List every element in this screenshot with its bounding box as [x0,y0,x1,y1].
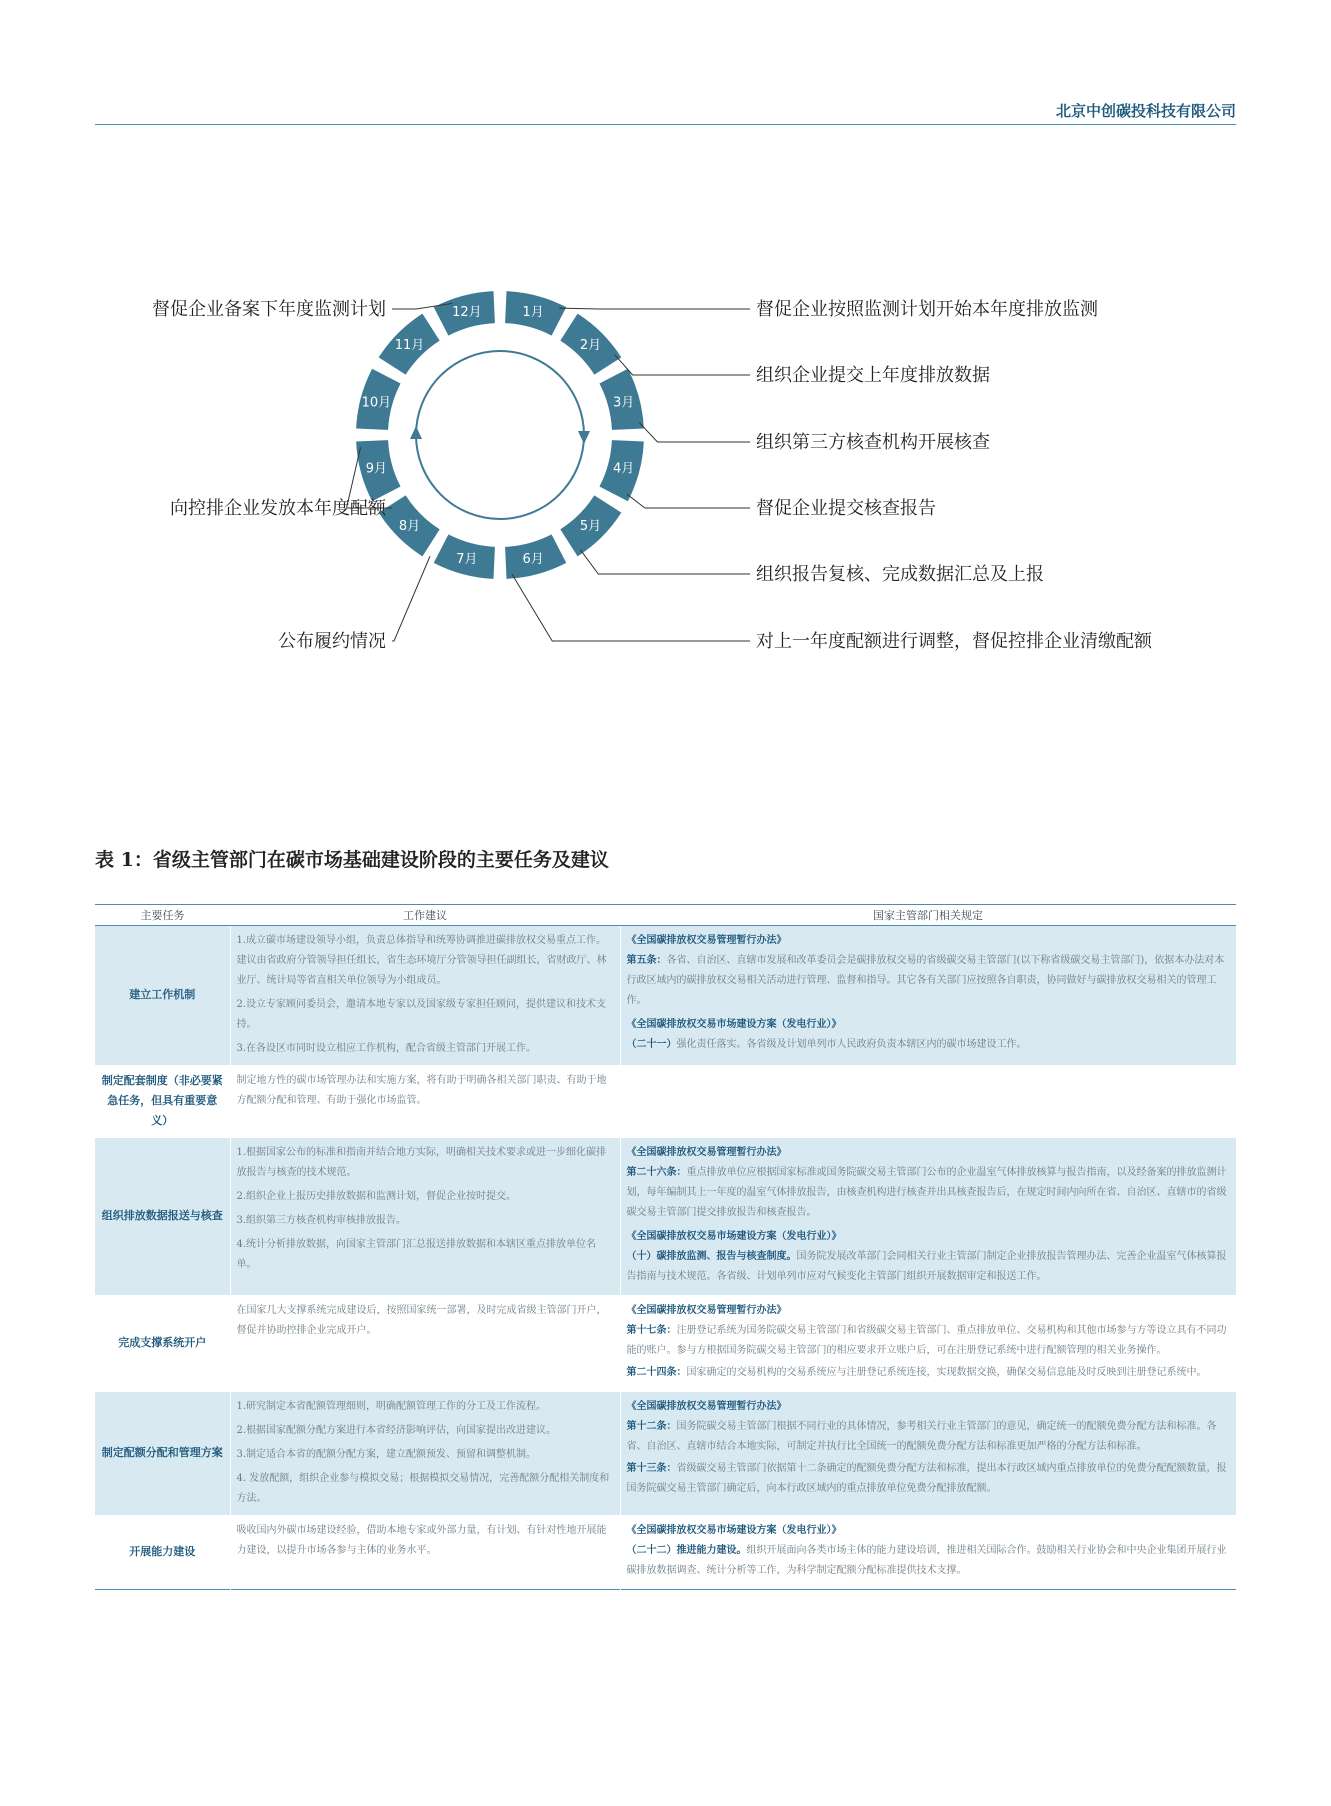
suggestion-item: 吸收国内外碳市场建设经验，借助本地专家或外部力量，有计划、有针对性地开展能力建设，以提升市场各参与主体的业务水平。 [236,1525,607,1556]
regulation-block [627,1521,1231,1581]
article-text: 注册登记系统为国务院碳交易主管部门和省级碳交易主管部门、重点排放单位、交易机构和其他市场参与方等设立具有不同功能的账户。参与方根据国务院碳交易主管部门的相应要求开立账户后，可在注册登记系统中进行配额管理的相关业务操作。 [626,1325,1227,1356]
task-cell: 组织排放数据报送与核查 [95,1138,230,1296]
article-text: 省级碳交易主管部门依据第十二条确定的配额免费分配方法和标准，提出本行政区域内重点排放单位的免费分配配额数量，报国务院碳交易主管部门确定后，向本行政区域内的重点排放单位免费分配排放配额。 [626,1463,1227,1494]
regulation-block [627,1397,1231,1499]
regulation-article [627,1417,1231,1457]
suggestion-item: 1.根据国家公布的标准和指南并结合地方实际，明确相关技术要求或进一步细化碳排放报告与核查的技术规范。 [236,1147,607,1178]
article-label: 第五条： [626,955,667,966]
month-label: 6月 [522,552,544,568]
leader-line [392,556,430,641]
header-regulation: 国家主管部门相关规定 [620,905,1236,926]
cycle-step-label: 向控排企业发放本年度配额 [170,498,386,519]
month-label: 3月 [612,395,635,411]
regulation-cell [620,1066,1236,1138]
article-text: 国家确定的交易机构的交易系统应与注册登记系统连接，实现数据交换，确保交易信息能及时反映到注册登记系统中。 [686,1367,1207,1378]
header-rule [95,124,1236,125]
arrowhead-down [578,431,590,444]
table-row [95,1392,1236,1516]
table-row [95,1516,1236,1590]
regulation-article [627,1035,1231,1055]
cycle-step-label: 督促企业提交核查报告 [756,498,936,519]
article-label: （十）碳排放监测、报告与核查制度。 [626,1251,797,1262]
suggestion-item: 在国家几大支撑系统完成建设后，按照国家统一部署，及时完成省级主管部门开户，督促并协助控排企业完成开户。 [236,1305,607,1336]
cycle-step-label: 公布履约情况 [278,631,386,652]
article-label: 第十二条： [626,1421,677,1432]
suggestion-item: 3.组织第三方核查机构审核排放报告。 [236,1215,407,1226]
header-suggestion: 工作建议 [230,905,620,926]
article-label: 第十三条： [626,1463,677,1474]
table-title: 表 1：省级主管部门在碳市场基础建设阶段的主要任务及建议 [95,849,609,871]
suggestion-cell [230,1392,620,1516]
regulation-article [627,951,1231,1011]
leader-line [627,494,750,508]
suggestion-item: 1.研究制定本省配额管理细则，明确配额管理工作的分工及工作流程。 [236,1401,547,1412]
regulation-title: 《全国碳排放权交易管理暂行办法》 [626,1147,787,1158]
regulation-article [627,1247,1231,1287]
arrowhead-up [410,426,422,439]
regulation-title: 《全国碳排放权交易市场建设方案（发电行业）》 [626,1019,842,1030]
suggestion-cell [230,1066,620,1138]
month-label: 4月 [612,461,635,477]
leader-line [615,355,750,375]
cycle-step-label: 组织第三方核查机构开展核查 [756,432,990,453]
regulation-title: 《全国碳排放权交易管理暂行办法》 [626,935,787,946]
suggestion-item: 2.根据国家配额分配方案进行本省经济影响评估，向国家提出改进建议。 [236,1425,557,1436]
regulation-cell [620,1296,1236,1392]
suggestion-cell [230,1516,620,1590]
article-text: 各省、自治区、直辖市发展和改革委员会是碳排放权交易的省级碳交易主管部门(以下称省级碳交易主管部门)，依据本办法对本行政区域内的碳排放权交易相关活动进行管理、监督和指导。其它各有关部门应按照各自职责，协同做好与碳排放权交易相关的管理工作。 [626,955,1225,1006]
regulation-cell [620,1392,1236,1516]
article-label: 第二十六条： [626,1167,687,1178]
suggestion-item: 制定地方性的碳市场管理办法和实施方案，将有助于明确各相关部门职责、有助于地方配额分配和管理、有助于强化市场监管。 [236,1075,607,1106]
article-text: 重点排放单位应根据国家标准或国务院碳交易主管部门公布的企业温室气体排放核算与报告指南，以及经备案的排放监测计划，每年编制其上一年度的温室气体排放报告，由核查机构进行核查并出具核查报告后，在规定时间内向所在省、自治区、直辖市的省级碳交易主管部门提交排放报告和核查报告。 [626,1167,1227,1218]
suggestion-item: 2.组织企业上报历史排放数据和监测计划，督促企业按时提交。 [236,1191,517,1202]
article-text: 国务院发展改革部门会同相关行业主管部门制定企业排放报告管理办法、完善企业温室气体核算报告指南与技术规范。各省级、计划单列市应对气候变化主管部门组织开展数据审定和报送工作。 [626,1251,1227,1282]
suggestion-item: 3.在各设区市同时设立相应工作机构，配合省级主管部门开展工作。 [236,1043,537,1054]
month-label: 2月 [579,337,602,353]
regulation-article [627,1459,1231,1499]
table-header-row [95,905,1236,926]
regulation-block [627,1301,1231,1383]
regulation-block [627,931,1231,1011]
month-label: 11月 [394,337,425,353]
regulation-title: 《全国碳排放权交易市场建设方案（发电行业）》 [626,1525,842,1536]
cycle-step-label: 对上一年度配额进行调整，督促控排企业清缴配额 [756,631,1152,652]
table-row [95,1066,1236,1138]
cycle-arrow-circle [416,351,584,519]
suggestion-item: 3.制定适合本省的配额分配方案，建立配额预发、预留和调整机制。 [236,1449,537,1460]
month-label: 10月 [361,395,392,411]
month-label: 5月 [579,519,602,535]
regulation-article [627,1321,1231,1361]
regulation-cell [620,1516,1236,1590]
task-cell: 制定配套制度（非必要紧急任务，但具有重要意义） [95,1066,230,1138]
task-cell: 制定配额分配和管理方案 [95,1392,230,1516]
month-label: 1月 [522,304,544,320]
table-row [95,1296,1236,1392]
table-row [95,1138,1236,1296]
task-cell: 建立工作机制 [95,926,230,1066]
suggestion-item: 4.统计分析排放数据，向国家主管部门汇总报送排放数据和本辖区重点排放单位名单。 [236,1239,597,1270]
task-cell: 开展能力建设 [95,1516,230,1590]
leader-line [639,423,750,442]
suggestion-cell [230,1296,620,1392]
suggestion-item: 1.成立碳市场建设领导小组，负责总体指导和统筹协调推进碳排放权交易重点工作。建议由省政府分管领导担任组长，省生态环境厅分管领导担任副组长，省财政厅、林业厅、统计局等省直相关单位领导为小组成员。 [236,935,607,986]
regulation-title: 《全国碳排放权交易管理暂行办法》 [626,1401,787,1412]
month-label: 9月 [365,461,388,477]
annual-cycle-diagram [0,260,1331,700]
suggestion-item: 4. 发放配额，组织企业参与模拟交易；根据模拟交易情况，完善配额分配相关制度和方法。 [236,1473,610,1504]
article-label: 第二十四条： [626,1367,687,1378]
regulation-title: 《全国碳排放权交易市场建设方案（发电行业）》 [626,1231,842,1242]
article-label: 第十七条： [626,1325,677,1336]
article-text: 强化责任落实。各省级及计划单列市人民政府负责本辖区内的碳市场建设工作。 [676,1039,1027,1050]
header-task: 主要任务 [95,905,230,926]
regulation-cell [620,1138,1236,1296]
leader-line [512,574,750,641]
article-label: （二十一） [626,1039,677,1050]
cycle-step-label: 督促企业备案下年度监测计划 [152,299,386,320]
cycle-step-label: 组织报告复核、完成数据汇总及上报 [756,564,1044,585]
regulation-article [627,1163,1231,1223]
task-cell: 完成支撑系统开户 [95,1296,230,1392]
regulation-cell [620,926,1236,1066]
leader-line [559,308,750,309]
suggestion-item: 2.设立专家顾问委员会，邀请本地专家以及国家级专家担任顾问，提供建议和技术支持。 [236,999,607,1030]
cycle-step-label: 组织企业提交上年度排放数据 [756,365,990,386]
regulation-block [627,1015,1231,1055]
month-label: 7月 [456,552,478,568]
table-row [95,926,1236,1066]
regulation-title: 《全国碳排放权交易管理暂行办法》 [626,1305,787,1316]
task-table [95,904,1236,1590]
cycle-step-label: 督促企业按照监测计划开始本年度排放监测 [756,299,1098,320]
regulation-block [627,1227,1231,1287]
suggestion-cell [230,926,620,1066]
month-label: 8月 [398,519,421,535]
article-label: （二十二）推进能力建设。 [626,1545,747,1556]
regulation-article [627,1363,1231,1383]
regulation-article [627,1541,1231,1581]
article-text: 国务院碳交易主管部门根据不同行业的具体情况，参考相关行业主管部门的意见，确定统一的配额免费分配方法和标准。各省、自治区、直辖市结合本地实际，可制定并执行比全国统一的配额免费分配方法和标准更加严格的分配方法和标准。 [626,1421,1217,1452]
month-label: 12月 [452,304,482,320]
regulation-block [627,1143,1231,1223]
company-name: 北京中创碳投科技有限公司 [1055,102,1236,120]
article-text: 组织开展面向各类市场主体的能力建设培训，推进相关国际合作。鼓励相关行业协会和中央企业集团开展行业碳排放数据调查、统计分析等工作，为科学制定配额分配标准提供技术支撑。 [626,1545,1227,1576]
suggestion-cell [230,1138,620,1296]
leader-line [580,550,750,574]
